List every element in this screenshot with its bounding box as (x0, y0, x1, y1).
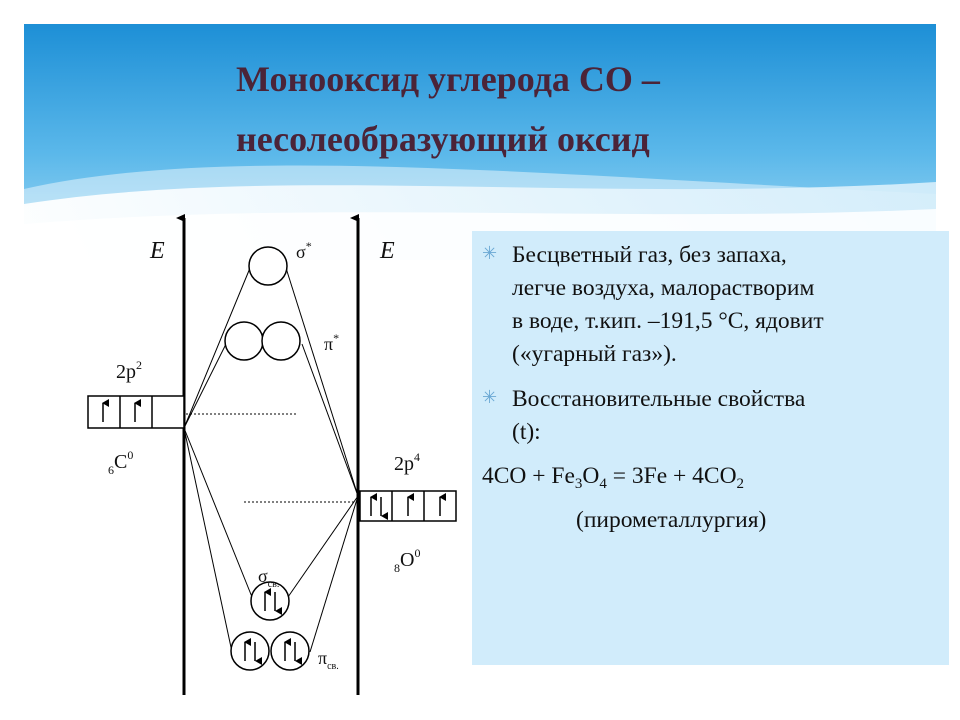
label-main: π (318, 648, 328, 668)
slide-title-line-1: Монооксид углерода СО – (236, 59, 660, 99)
label-main: C (114, 451, 128, 473)
carbon-orbital-label (116, 358, 142, 383)
label-sup: 2 (136, 358, 142, 372)
label-main: σ (258, 566, 268, 586)
pi-star-label (324, 331, 339, 354)
label-sub: св. (327, 661, 339, 672)
slide-title-line-2: несолеобразующий оксид (236, 119, 650, 159)
eq-part: O (582, 463, 600, 489)
carbon-axis-label: E (150, 238, 165, 264)
carbon-2p-cells (88, 396, 184, 428)
label-main: 2p (116, 361, 136, 383)
eq-sub: 4 (599, 476, 607, 492)
bullet-1-line-4: («угарный газ»). (512, 341, 677, 367)
reaction-note: (пирометаллургия) (576, 507, 767, 533)
oxygen-atom-label (394, 546, 420, 575)
pi-antibonding-orbital-1 (225, 322, 263, 360)
pi-bonding-orbital-2 (271, 632, 309, 670)
bullet-2-line-1: Восстановительные свойства (512, 386, 806, 412)
eq-part: 4CO + Fe (482, 463, 575, 489)
pi-bonding-orbital-1 (231, 632, 269, 670)
label-main: O (400, 549, 415, 571)
label-sub: 8 (394, 561, 400, 575)
label-sub: св. (267, 579, 280, 590)
label-main: π (324, 334, 334, 354)
label-sup: 0 (127, 448, 134, 462)
label-sub: 6 (108, 463, 114, 477)
oxygen-2p-cells (360, 491, 456, 521)
sigma-antibonding-orbital (249, 247, 287, 285)
label-main: 2p (394, 453, 414, 475)
label-sup: * (333, 331, 340, 345)
bullet-1-line-2: легче воздуха, малорастворим (512, 275, 815, 301)
oxygen-orbital-label (394, 450, 420, 475)
eq-sub: 3 (574, 476, 583, 492)
bullet-1-line-3: в воде, т.кип. –191,5 °С, ядовит (512, 308, 824, 334)
star-bullet-icon: ✳ (482, 387, 498, 408)
carbon-atom-label (108, 448, 133, 477)
pi-bonding-label (318, 648, 339, 672)
label-main: σ (296, 242, 306, 262)
eq-sub: 2 (736, 476, 745, 492)
pi-antibonding-orbital-2 (262, 322, 300, 360)
oxygen-axis-label: E (380, 238, 395, 264)
bullet-1-line-1: Бесцветный газ, без запаха, (512, 242, 787, 268)
bullet-2-line-2: (t): (512, 419, 541, 445)
sigma-star-label (296, 239, 312, 262)
label-sup: 0 (414, 546, 421, 560)
eq-part: = 3Fe + 4CO (606, 463, 737, 489)
label-sup: * (305, 239, 312, 253)
star-bullet-icon: ✳ (482, 243, 498, 264)
label-sup: 4 (414, 450, 420, 464)
